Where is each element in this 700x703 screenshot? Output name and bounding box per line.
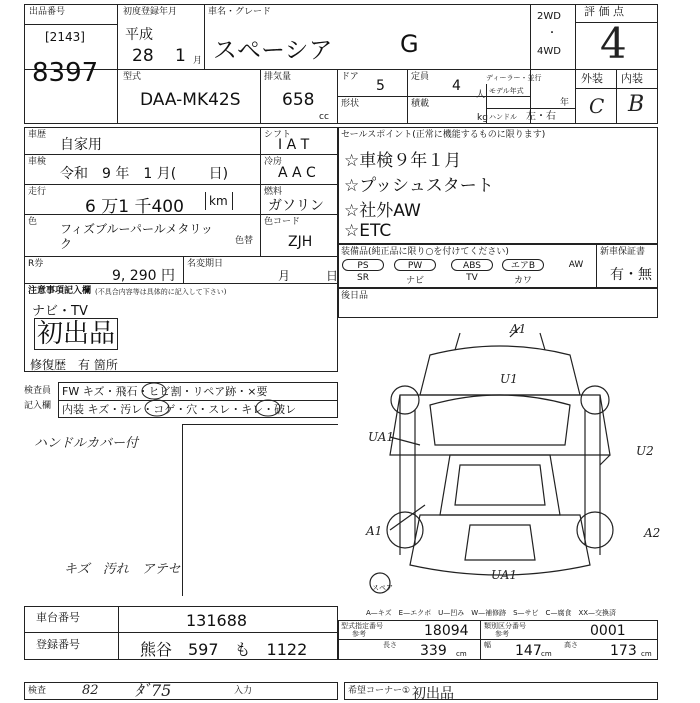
equipment-label: 装備品(純正品に限り○を付けてください) bbox=[341, 247, 509, 257]
inspector-row-1: FW キズ・飛石・ヒビ割・リペア跡・×要 bbox=[62, 385, 268, 398]
damage-mark: A1 bbox=[510, 322, 527, 336]
damage-mark: A1 bbox=[366, 524, 383, 538]
score-label: 評 価 点 bbox=[584, 5, 624, 18]
kg-unit: kg bbox=[477, 113, 488, 123]
spare-label: スペア bbox=[372, 584, 393, 592]
model-type: DAA-MK42S bbox=[140, 90, 241, 110]
sales-item: ☆社外AW bbox=[344, 201, 421, 221]
damage-mark: U2 bbox=[636, 444, 654, 458]
width: 147 bbox=[515, 643, 542, 659]
equip-leather: カワ bbox=[513, 276, 532, 286]
handle: 左・右 bbox=[526, 111, 556, 122]
type-label: 型式 bbox=[123, 72, 142, 82]
capacity-label: 定員 bbox=[411, 72, 430, 82]
inspector-label-1: 検査員 bbox=[24, 386, 52, 396]
class-code: 0001 bbox=[590, 623, 626, 639]
color: フィズブルーパールメタリック bbox=[60, 222, 213, 251]
handwritten-note-1: ハンドルカバー付 bbox=[34, 436, 139, 451]
width-label: 幅 bbox=[484, 641, 491, 649]
shift: I A T bbox=[278, 137, 310, 153]
year-unit: 年 bbox=[560, 98, 570, 108]
person-unit: 人 bbox=[476, 90, 486, 100]
inspect: 令和 9 年 1 月( 日) bbox=[60, 166, 229, 182]
model-label: 車名・グレード bbox=[208, 7, 272, 17]
era: 平成 bbox=[125, 27, 153, 43]
first-listing-stamp: 初出品 bbox=[34, 318, 118, 350]
tax-label: R券 bbox=[28, 259, 44, 269]
color-code: ZJH bbox=[288, 234, 313, 250]
inspector-bottom-label: 検査 bbox=[28, 686, 47, 696]
damage-legend: A—キズ E—エクボ U—凹み W—補修跡 S—サビ C—腐食 XX—交換済 bbox=[366, 609, 617, 617]
damage-mark: UA1 bbox=[368, 430, 395, 444]
mileage: 6 万1 千400 bbox=[85, 197, 184, 217]
category-label: 車歴 bbox=[28, 130, 47, 140]
drive-dot: ・ bbox=[547, 28, 557, 39]
inspect-label: 車検 bbox=[28, 157, 47, 167]
equip-abs: ABS bbox=[451, 259, 493, 271]
damage-mark: U1 bbox=[500, 372, 518, 386]
capacity: 4 bbox=[452, 78, 461, 94]
int-label: 内装 bbox=[621, 72, 643, 85]
first-reg-label: 初度登録年月 bbox=[123, 7, 178, 17]
notes-label: 注意事項記入欄 bbox=[28, 286, 92, 296]
ext-grade: C bbox=[589, 94, 605, 118]
km-unit: km bbox=[209, 194, 228, 208]
sales-item: ☆ETC bbox=[344, 221, 392, 241]
rear-frame bbox=[338, 288, 658, 318]
sales-item: ☆プッシュスタート bbox=[344, 176, 494, 196]
ext-label: 外装 bbox=[581, 72, 603, 85]
new-record-label: 新車保証書 bbox=[600, 247, 646, 257]
color-label: 色 bbox=[28, 217, 38, 227]
inspector-signature: ﾀﾞ75 bbox=[135, 681, 172, 700]
damage-mark: UA1 bbox=[491, 568, 518, 582]
fuel: ガソリン bbox=[268, 198, 324, 214]
inspector-circles bbox=[130, 381, 340, 421]
corner: 初出品 bbox=[412, 686, 454, 702]
disp-label: 排気量 bbox=[264, 72, 292, 82]
type-code-label: 型式指定番号 bbox=[341, 622, 383, 630]
length-label: 長さ bbox=[383, 641, 397, 649]
chassis-number: 131688 bbox=[186, 611, 248, 630]
inspector-id: 82 bbox=[82, 683, 99, 698]
chassis-label: 車台番号 bbox=[36, 611, 80, 624]
inspector-label-2: 記入欄 bbox=[24, 401, 52, 411]
month-unit: 月 bbox=[193, 56, 203, 66]
fuel-label: 燃料 bbox=[264, 187, 283, 197]
month: 1 bbox=[175, 46, 186, 66]
equip-navi: ナビ bbox=[405, 276, 424, 286]
equip-sr: SR bbox=[357, 273, 369, 283]
class-code-label: 類別区分番号 bbox=[484, 622, 526, 630]
equip-tv: TV bbox=[466, 273, 478, 283]
ac-label: 冷房 bbox=[264, 157, 283, 167]
ref-label: 参考 bbox=[495, 630, 509, 638]
input-label: 入力 bbox=[234, 686, 253, 696]
damage-mark: A2 bbox=[644, 526, 661, 540]
shape-label: 形状 bbox=[341, 99, 360, 109]
doors: 5 bbox=[376, 78, 385, 94]
notes-line1: ナビ・TV bbox=[32, 304, 88, 319]
lot-number: 8397 bbox=[32, 58, 99, 88]
load-label: 積載 bbox=[411, 99, 430, 109]
ac: A A C bbox=[278, 165, 316, 181]
cc-unit: cc bbox=[319, 112, 329, 122]
drive-2wd: 2WD bbox=[537, 11, 561, 22]
reg-label: 登録番号 bbox=[36, 638, 80, 651]
equip-pw: PW bbox=[394, 259, 436, 271]
equip-airbag: エアB bbox=[502, 259, 544, 271]
lot-label: 出品番号 bbox=[29, 7, 66, 17]
cm-unit: cm bbox=[541, 650, 552, 658]
category: 自家用 bbox=[60, 137, 102, 153]
car-name: スペーシア bbox=[213, 36, 333, 64]
sales-label: セールスポイント(正常に機能するものに限ります) bbox=[341, 130, 546, 140]
grade: G bbox=[400, 30, 419, 58]
reg-number: 熊谷 597 も 1122 bbox=[140, 640, 308, 659]
drive-4wd: 4WD bbox=[537, 46, 561, 57]
inspector-bottom-frame bbox=[24, 682, 338, 700]
displacement: 658 bbox=[282, 90, 315, 110]
tax: 9, 290 円 bbox=[112, 268, 175, 284]
inspector-row-2: 内装 キズ・汚レ・コゲ・穴・スレ・キレ・破レ bbox=[62, 403, 297, 416]
year: 28 bbox=[132, 46, 154, 66]
handwritten-note-2: キズ 汚れ アテセ bbox=[64, 562, 181, 577]
rear-label: 後日品 bbox=[341, 291, 369, 301]
height-label: 高さ bbox=[564, 641, 578, 649]
type-code: 18094 bbox=[424, 623, 469, 639]
corner-label: 希望コーナー① bbox=[348, 686, 411, 696]
door-label: ドア bbox=[341, 72, 359, 82]
mileage-label: 走行 bbox=[28, 187, 47, 197]
score: 4 bbox=[600, 19, 627, 68]
notes-line3: 修復歴 有 箇所 bbox=[30, 358, 118, 372]
ref-label: 参考 bbox=[352, 630, 366, 638]
name-change-label: 名変期日 bbox=[187, 259, 224, 269]
equip-aw: AW bbox=[568, 260, 584, 270]
dealer-label: ディーラー・並行 bbox=[486, 74, 542, 82]
cm-unit: cm bbox=[641, 650, 652, 658]
new-record: 有・無 bbox=[610, 267, 652, 283]
length: 339 bbox=[420, 643, 447, 659]
handle-label: ハンドル bbox=[489, 113, 517, 121]
name-change: 月 日 bbox=[278, 269, 339, 283]
cm-unit: cm bbox=[456, 650, 467, 658]
repaint-label: 色替 bbox=[235, 236, 254, 246]
model-year-label: モデル年式 bbox=[489, 87, 524, 95]
lot-sub: [2143] bbox=[45, 30, 85, 44]
sales-item: ☆車検９年１月 bbox=[344, 151, 462, 171]
shift-label: シフト bbox=[264, 130, 292, 140]
height: 173 bbox=[610, 643, 637, 659]
equip-ps: PS bbox=[342, 259, 384, 271]
int-grade: B bbox=[628, 92, 645, 117]
car-damage-diagram bbox=[360, 325, 650, 605]
notes-sub: (不具合内容等は具体的に記入して下さい) bbox=[95, 288, 227, 296]
color-code-label: 色コード bbox=[264, 217, 301, 227]
